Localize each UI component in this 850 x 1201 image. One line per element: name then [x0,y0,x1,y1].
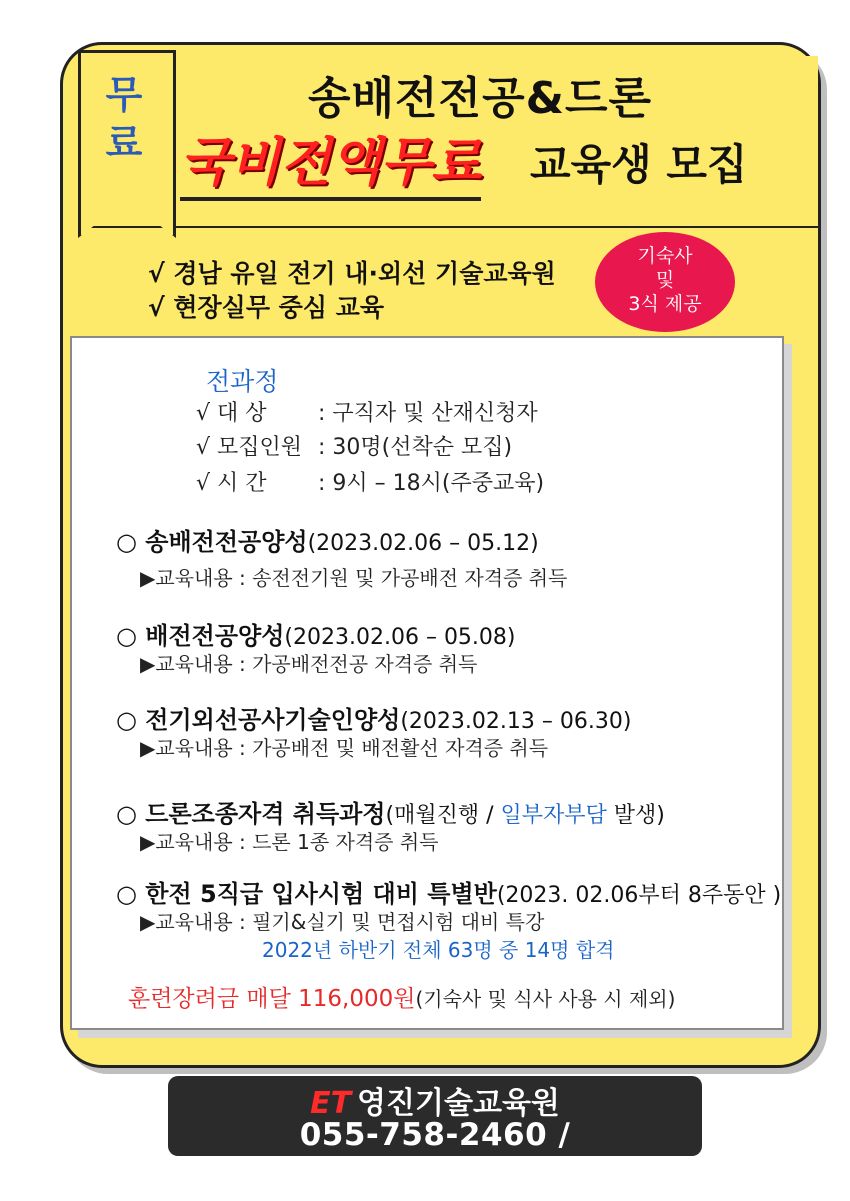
poster-title: 송배전전공&드론 [308,73,652,124]
pass-record: 2022년 하반기 전체 63명 중 14명 합격 [262,938,615,962]
badge-line: 기숙사 [637,245,693,267]
self-pay-note: 일부자부담 [500,803,607,828]
course-title [116,874,781,909]
ribbon-char-2: 료 [105,121,143,165]
time-label: √ 시 간 [196,471,267,496]
course-name: ○ 드론조종자격 취득과정 [116,800,386,828]
badge-line: 3식 제공 [628,293,702,315]
course-date: (2023.02.13 – 06.30) [400,709,632,734]
course-desc: ▶교육내용 : 드론 1종 자격증 취득 [140,830,439,854]
allowance-amount: 훈련장려금 매달 116,000원 [128,986,416,1012]
course-name: ○ 배전전공양성 [116,622,285,650]
course-date: (2023. 02.06부터 8주동안 ) [496,883,782,908]
time-value: : 9시 – 18시(주중교육) [318,471,545,496]
highlight-item: √ 경남 유일 전기 내·외선 기술교육원 [148,259,556,288]
course-desc: ▶교육내용 : 가공배전전공 자격증 취득 [140,652,478,676]
course-title [116,794,665,829]
allowance-line [128,980,675,1013]
target-value: : 구직자 및 산재신청자 [318,401,538,426]
badge-line: 및 [655,269,675,291]
recruit-headline: 교육생 모집 [530,140,748,189]
target-label: √ 대 상 [196,401,267,426]
course-name: ○ 송배전전공양성 [116,528,308,556]
contact-info[interactable]: 055-758-2460 / www.yjet.co.kr [299,1117,571,1189]
et-logo-icon: ET [310,1086,352,1121]
course-title [116,700,631,735]
course-desc: ▶교육내용 : 필기&실기 및 면접시험 대비 특강 [140,910,545,934]
course-desc: ▶교육내용 : 가공배전 및 배전활선 자격증 취득 [140,736,549,760]
institute-name [168,1078,702,1122]
free-headline: 국비전액무료 [180,120,481,201]
capacity-label: √ 모집인원 [196,435,303,460]
course-date: 발생) [606,803,665,828]
course-title [116,616,516,651]
course-name: ○ 전기외선공사기술인양성 [116,706,401,734]
institute-title: 영진기술교육원 [357,1086,560,1121]
course-name: ○ 한전 5직급 입사시험 대비 특별반 [116,880,497,908]
course-date: (2023.02.06 – 05.12) [307,531,539,556]
highlight-item: √ 현장실무 중심 교육 [148,293,384,322]
course-date: (매월진행 / [385,803,501,828]
allowance-note: (기숙사 및 식사 사용 시 제외) [415,987,676,1011]
course-desc: ▶교육내용 : 송전전기원 및 가공배전 자격증 취득 [140,566,568,590]
overview-title: 전과정 [206,367,279,396]
capacity-value: : 30명(선착순 모집) [318,435,513,460]
course-title [116,522,539,557]
ribbon-char-1: 무 [105,73,143,117]
dorm-meal-badge [595,232,735,332]
course-date: (2023.02.06 – 05.08) [284,625,516,650]
